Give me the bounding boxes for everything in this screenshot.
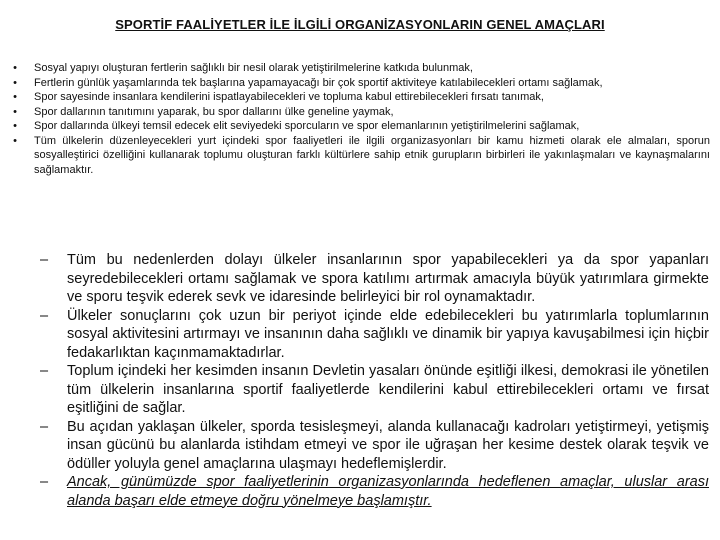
dash-item	[40, 307, 709, 363]
bullet-item	[10, 90, 710, 105]
bullet-item	[10, 119, 710, 134]
dash-text: Tüm bu nedenlerden dolayı ülkeler insanlarının spor yapabilecekleri ya da spor yapanları seyredebilecekleri ortamı sağlamak ve spora katılımı artırmak amacıyla büyük yatırımlara girmekte ve sporu teşvik ederek sevk ve idaresinde belirleyici bir rol oynamaktadır.	[67, 252, 709, 305]
dash-item	[40, 251, 709, 307]
bullet-icon: •	[13, 76, 17, 89]
dash-list	[40, 251, 709, 510]
bullet-text: Spor dallarında ülkeyi temsil edecek elit seviyedeki sporcuların ve spor elemanlarının yetiştirilmelerini sağlamak,	[34, 120, 580, 132]
dash-icon: –	[40, 474, 49, 490]
bullet-item	[10, 76, 710, 91]
bullet-text: Spor dallarının tanıtımını yaparak, bu spor dallarını ülke geneline yaymak,	[34, 105, 394, 118]
bullet-icon: •	[13, 120, 17, 132]
bullet-item	[10, 61, 710, 76]
dash-icon: –	[40, 307, 49, 324]
dash-text: Bu açıdan yaklaşan ülkeler, sporda tesisleşmeyi, alanda kullanacağı kadroları yetiştirmeyi, yetişmiş insan gücünü bu alanlarda istihdam etmeyi ve spor ile uğraşan her kesime destek olarak teşvik ve ödüller yoluyla genel amaçlarına ulaşmayı hedeflemişlerdir.	[67, 418, 709, 472]
bullet-text: Spor sayesinde insanlara kendilerini ispatlayabilecekleri ve topluma kabul ettirebilecekleri fırsatı tanımak,	[34, 91, 544, 103]
dash-item	[40, 418, 709, 474]
bullet-item	[10, 105, 710, 120]
dash-text: Toplum içindeki her kesimden insanın Devletin yasaları önünde eşitliği ilkesi, demokrasi ile yönetilen tüm ülkelerin insanlarına sportif faaliyetlerde kendilerini kabul ettirebilecekleri ortamı ve fırsat eşitliğini de sağlar.	[67, 363, 709, 416]
dash-text: Ancak, günümüzde spor faaliyetlerinin organizasyonlarında hedeflenen amaçlar, uluslar arası alanda başarı elde etmeye doğru yönelmeye başlamıştır.	[67, 474, 709, 509]
dash-text: Ülkeler sonuçlarını çok uzun bir periyot içinde elde edebilecekleri bu yatırımlarla toplumlarının sosyal aktivitesini artırmayı ve insanının daha sağlıklı ve dinamik bir yapıya kavuşabilmesi için hiçbir fedakarlıktan kaçınmamaktadırlar.	[67, 307, 709, 361]
dash-icon: –	[40, 418, 49, 435]
bullet-text: Fertlerin günlük yaşamlarında tek başlarına yapamayacağı bir çok sportif aktiviteye katılabilecekleri ortamı sağlamak,	[34, 76, 603, 89]
bullet-icon: •	[13, 134, 17, 147]
dash-item	[40, 473, 709, 510]
dash-icon: –	[40, 363, 49, 379]
dash-item	[40, 362, 709, 418]
dash-icon: –	[40, 252, 49, 268]
bullet-text: Sosyal yapıyı oluşturan fertlerin sağlıklı bir nesil olarak yetiştirilmelerine katkıda bulunmak,	[34, 62, 473, 74]
bullet-text: Tüm ülkelerin düzenleyecekleri yurt içindeki spor faaliyetleri ile ilgili organizasyonları bir kamu hizmeti olarak ele almaları, sporun sosyalleştirici özelliğini kullanarak toplumu oluşturan farklı kültürlere sahip etnik gurupların birbirleri ile yakınlaşmaları ve kaynaşmalarını sağlamaktır.	[34, 134, 710, 176]
bullet-icon: •	[13, 105, 17, 118]
page-title: SPORTİF FAALİYETLER İLE İLGİLİ ORGANİZASYONLARIN GENEL AMAÇLARI	[115, 17, 605, 32]
bullet-icon: •	[13, 62, 17, 74]
bullet-icon: •	[13, 91, 17, 103]
bullet-list	[10, 61, 710, 177]
bullet-item	[10, 134, 710, 178]
